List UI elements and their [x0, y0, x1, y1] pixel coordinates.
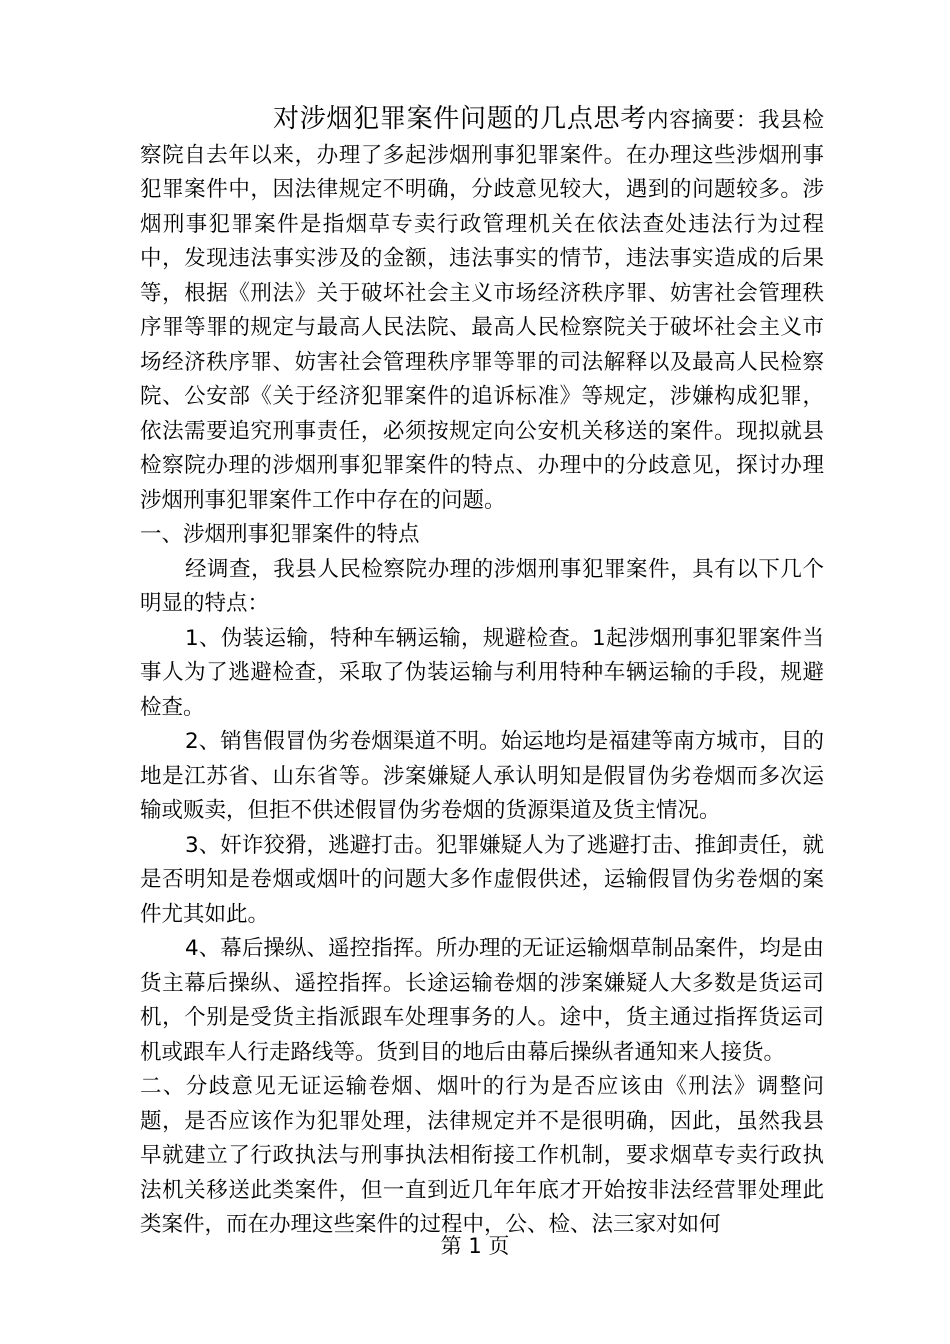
point-1: 1、伪装运输，特种车辆运输，规避检查。1起涉烟刑事犯罪案件当事人为了逃避检查，采取了伪装运输与利用特种车辆运输的手段，规避检查。 — [140, 625, 824, 720]
page-number: 第 1 页 — [440, 1234, 510, 1258]
section2-paragraph: 二、分歧意见无证运输卷烟、烟叶的行为是否应该由《刑法》调整问题，是否应该作为犯罪处理，法律规定并不是很明确，因此，虽然我县早就建立了行政执法与刑事执法相衔接工作机制，要求烟草专卖行政执法机关移送此类案件，但一直到近几年年底才开始按非法经营罪处理此类案件，而在办理这些案件的过程中，公、检、法三家对如何 — [140, 1074, 824, 1237]
point-4: 4、幕后操纵、遥控指挥。所办理的无证运输烟草制品案件，均是由货主幕后操纵、遥控指挥。长途运输卷烟的涉案嫌疑人大多数是货运司机，个别是受货主指派跟车处理事务的人。途中，货主通过指挥货运司机或跟车人行走路线等。货到目的地后由幕后操纵者通知来人接货。 — [140, 936, 824, 1065]
intro-paragraph — [140, 102, 824, 518]
point-3: 3、奸诈狡猾，逃避打击。犯罪嫌疑人为了逃避打击、推卸责任，就是否明知是卷烟或烟叶的问题大多作虚假供述，运输假冒伪劣卷烟的案件尤其如此。 — [140, 832, 824, 927]
document-title: 对涉烟犯罪案件问题的几点思考 — [273, 104, 647, 134]
section1-intro: 经调查，我县人民检察院办理的涉烟刑事犯罪案件，具有以下几个明显的特点： — [140, 556, 824, 616]
point-2: 2、销售假冒伪劣卷烟渠道不明。始运地均是福建等南方城市，目的地是江苏省、山东省等。涉案嫌疑人承认明知是假冒伪劣卷烟而多次运输或贩卖，但拒不供述假冒伪劣卷烟的货源渠道及货主情况。 — [140, 729, 824, 823]
section1-heading: 一、涉烟刑事犯罪案件的特点 — [140, 522, 420, 547]
document-body — [140, 102, 824, 1243]
abstract-text: 内容摘要：我县检察院自去年以来，办理了多起涉烟刑事犯罪案件。在办理这些涉烟刑事犯罪案件中，因法律规定不明确，分歧意见较大，遇到的问题较多。涉烟刑事犯罪案件是指烟草专卖行政管理机关在依法查处违法行为过程中，发现违法事实涉及的金额，违法事实的情节，违法事实造成的后果等，根据《刑法》关于破坏社会主义市场经济秩序罪、妨害社会管理秩序罪等罪的规定与最高人民法院、最高人民检察院关于破坏社会主义市场经济秩序罪、妨害社会管理秩序罪等罪的司法解释以及最高人民检察院、公安部《关于经济犯罪案件的追诉标准》等规定，涉嫌构成犯罪，依法需要追究刑事责任，必须按规定向公安机关移送的案件。现拟就县检察院办理的涉烟刑事犯罪案件的特点、办理中的分歧意见，探讨办理涉烟刑事犯罪案件工作中存在的问题。 — [140, 108, 824, 513]
